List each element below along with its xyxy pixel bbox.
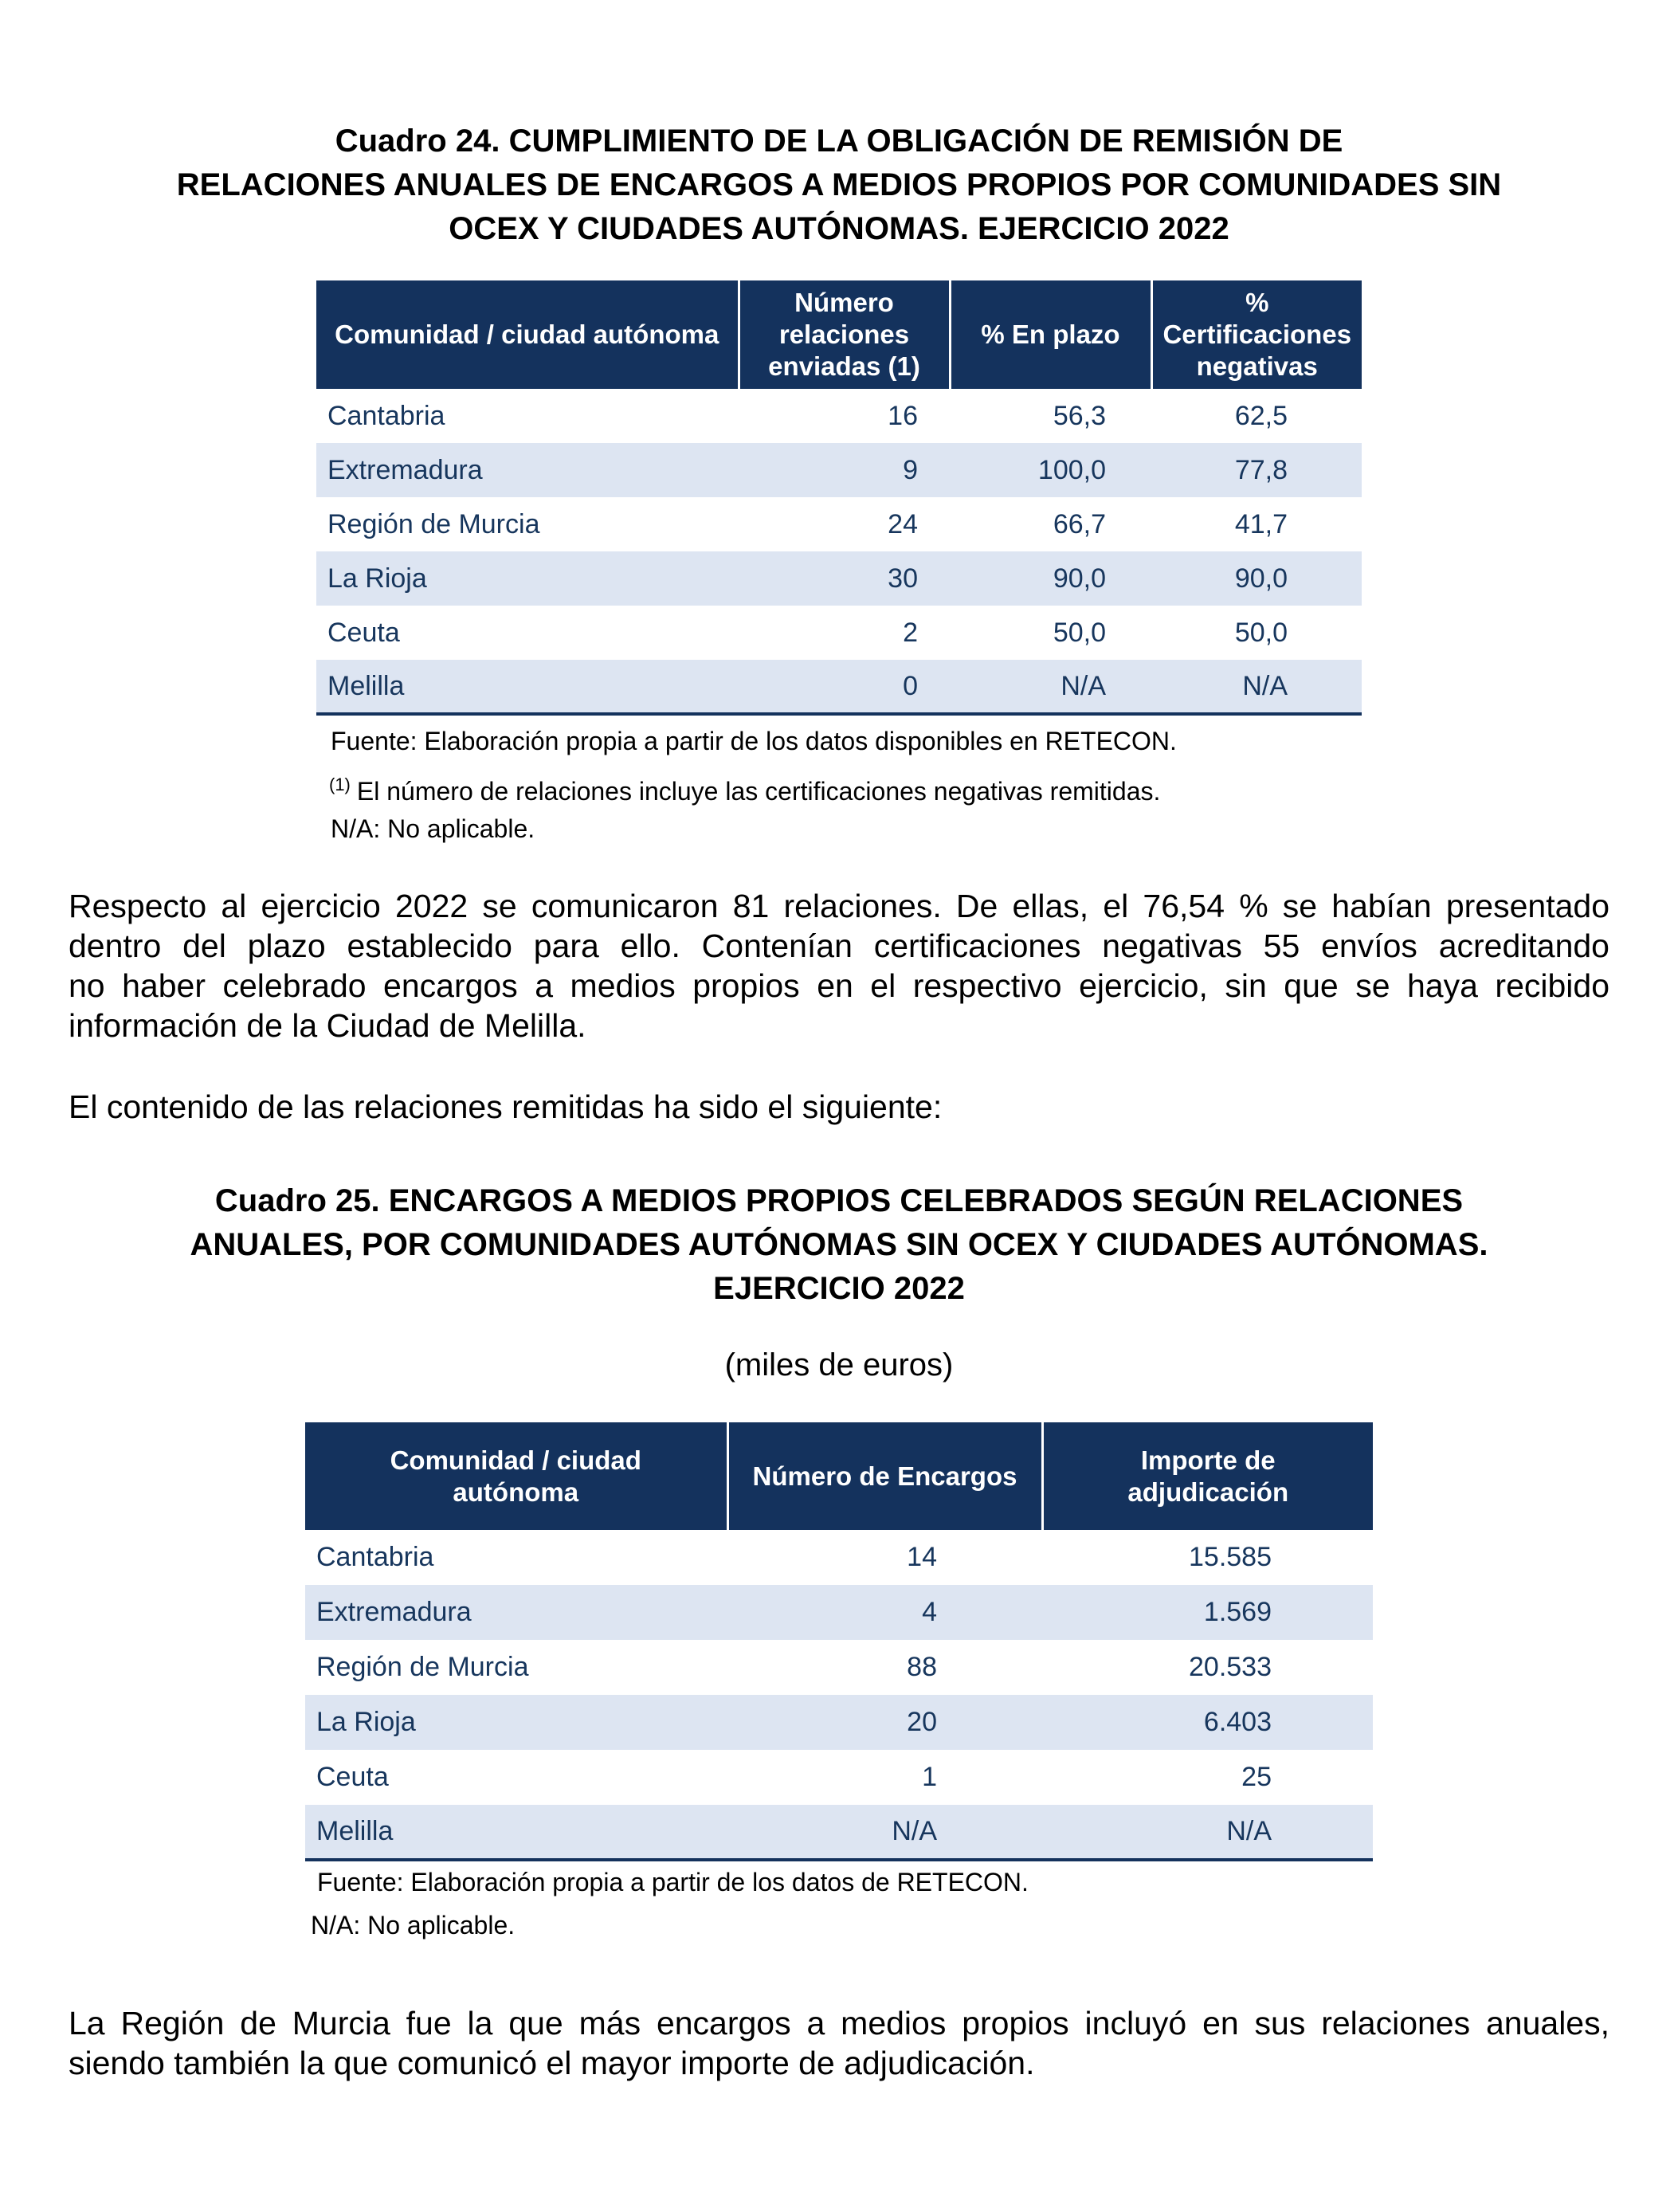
table-row — [316, 606, 1362, 660]
cell-comunidad: Ceuta — [316, 1762, 389, 1792]
table-row — [305, 1640, 1373, 1695]
cell-plazo: 90,0 — [950, 551, 1151, 606]
cell-numero: 20 — [727, 1695, 1042, 1750]
header-certificaciones-negativas: % Certificaciones negativas — [1151, 280, 1362, 389]
caption-line: EJERCICIO 2022 — [713, 1271, 965, 1306]
table-header-row — [305, 1422, 1373, 1530]
source-note — [317, 1866, 1029, 1898]
header-comunidad: Comunidad / ciudad autónoma — [305, 1422, 727, 1530]
cell-certificaciones: 41,7 — [1234, 508, 1288, 539]
caption-line: Cuadro 24. CUMPLIMIENTO DE LA OBLIGACIÓN DE REMISIÓN DE — [335, 124, 1343, 159]
paragraph-3 — [69, 2003, 1609, 2083]
header-en-plazo: % En plazo — [950, 280, 1151, 389]
cell-numero: 88 — [907, 1652, 937, 1682]
cell-comunidad: La Rioja — [316, 551, 739, 606]
cuadro-24-table — [316, 280, 1362, 716]
cell-comunidad: Región de Murcia — [327, 508, 540, 539]
paragraph-1 — [69, 886, 1609, 1045]
cell-plazo: 100,0 — [950, 443, 1151, 497]
paragraph-line: Respecto al ejercicio 2022 se comunicaron 81 relaciones. De ellas, el 76,54 % se habían presentado — [69, 888, 1609, 924]
table-header-row — [316, 280, 1362, 389]
cell-numero: 1 — [922, 1762, 937, 1792]
cell-plazo: 56,3 — [1053, 400, 1106, 431]
cell-importe: 1.569 — [1042, 1585, 1373, 1640]
cuadro-25-caption — [80, 1179, 1598, 1311]
cell-comunidad: Extremadura — [316, 443, 739, 497]
table-row — [316, 551, 1362, 606]
cell-numero: 4 — [727, 1585, 1042, 1640]
na-text: N/A: No aplicable. — [311, 1911, 516, 1939]
paragraph-line: información de la Ciudad de Melilla. — [69, 1007, 586, 1044]
cell-plazo: 66,7 — [1053, 508, 1106, 539]
cell-numero: 0 — [739, 660, 950, 714]
table-row — [305, 1530, 1373, 1585]
source-note — [331, 725, 1177, 757]
source-text: Fuente: Elaboración propia a partir de los datos disponibles en RETECON. — [331, 727, 1177, 755]
table-row — [305, 1750, 1373, 1805]
cell-comunidad: Melilla — [305, 1805, 727, 1860]
header-importe-adjudicacion: Importe de adjudicación — [1042, 1422, 1373, 1530]
cell-certificaciones: 50,0 — [1234, 617, 1288, 648]
caption-line: OCEX Y CIUDADES AUTÓNOMAS. EJERCICIO 2022 — [449, 211, 1229, 246]
cell-comunidad: Melilla — [316, 660, 739, 714]
header-comunidad: Comunidad / ciudad autónoma — [316, 280, 739, 389]
paragraph-line: siendo también la que comunicó el mayor importe de adjudicación. — [69, 2045, 1035, 2081]
table-row — [316, 389, 1362, 443]
table-row — [305, 1585, 1373, 1640]
cell-certificaciones: N/A — [1151, 660, 1362, 714]
cell-importe: 20.533 — [1189, 1652, 1272, 1682]
na-note — [311, 1909, 515, 1941]
cell-numero: 2 — [903, 617, 918, 648]
caption-line: Cuadro 25. ENCARGOS A MEDIOS PROPIOS CELEBRADOS SEGÚN RELACIONES — [214, 1183, 1464, 1218]
paragraph-line: no haber celebrado encargos a medios propios en el respectivo ejercicio, sin que se haya recibido — [69, 967, 1609, 1004]
footnote-text: El número de relaciones incluye las certificaciones negativas remitidas. — [356, 777, 1161, 806]
cell-importe: 25 — [1241, 1762, 1272, 1792]
cell-importe: N/A — [1042, 1805, 1373, 1860]
cell-plazo: N/A — [950, 660, 1151, 714]
cell-comunidad: Cantabria — [316, 1542, 434, 1572]
cell-comunidad: Región de Murcia — [316, 1652, 529, 1682]
header-numero-relaciones: Número relaciones enviadas (1) — [739, 280, 950, 389]
cell-importe: 6.403 — [1042, 1695, 1373, 1750]
cell-certificaciones: 62,5 — [1234, 400, 1288, 431]
caption-line: RELACIONES ANUALES DE ENCARGOS A MEDIOS PROPIOS POR COMUNIDADES SIN — [176, 167, 1502, 202]
table-row — [305, 1695, 1373, 1750]
paragraph-line: dentro del plazo establecido para ello. Contenían certificaciones negativas 55 envíos acreditando — [69, 928, 1609, 964]
na-note — [331, 813, 535, 845]
cell-certificaciones: 77,8 — [1151, 443, 1362, 497]
table-row — [316, 497, 1362, 551]
paragraph-2 — [69, 1087, 1609, 1127]
table-row — [316, 660, 1362, 714]
header-numero-encargos: Número de Encargos — [727, 1422, 1042, 1530]
cell-comunidad: La Rioja — [305, 1695, 727, 1750]
cell-numero: 24 — [888, 508, 918, 539]
cell-certificaciones: 90,0 — [1151, 551, 1362, 606]
cell-numero: 9 — [739, 443, 950, 497]
cell-numero: 16 — [888, 400, 918, 431]
footnote — [329, 769, 1160, 807]
paragraph-line: El contenido de las relaciones remitidas ha sido el siguiente: — [69, 1088, 943, 1125]
cuadro-24-caption — [80, 120, 1598, 251]
cell-comunidad: Cantabria — [327, 400, 445, 431]
cell-comunidad: Ceuta — [327, 617, 400, 648]
cell-numero: 14 — [907, 1542, 937, 1572]
table-row — [305, 1805, 1373, 1860]
table-row — [316, 443, 1362, 497]
cell-numero: N/A — [727, 1805, 1042, 1860]
cell-importe: 15.585 — [1189, 1542, 1272, 1572]
units-label: (miles de euros) — [724, 1347, 954, 1382]
paragraph-line: La Región de Murcia fue la que más encargos a medios propios incluyó en sus relaciones anuales, — [69, 2005, 1609, 2041]
cell-comunidad: Extremadura — [305, 1585, 727, 1640]
cell-plazo: 50,0 — [1053, 617, 1106, 648]
caption-line: ANUALES, POR COMUNIDADES AUTÓNOMAS SIN OCEX Y CIUDADES AUTÓNOMAS. — [190, 1227, 1488, 1262]
source-text: Fuente: Elaboración propia a partir de los datos de RETECON. — [317, 1868, 1029, 1896]
cuadro-25-table — [305, 1422, 1373, 1861]
na-text: N/A: No aplicable. — [331, 814, 535, 843]
cell-numero: 30 — [739, 551, 950, 606]
footnote-mark: (1) — [329, 775, 351, 794]
